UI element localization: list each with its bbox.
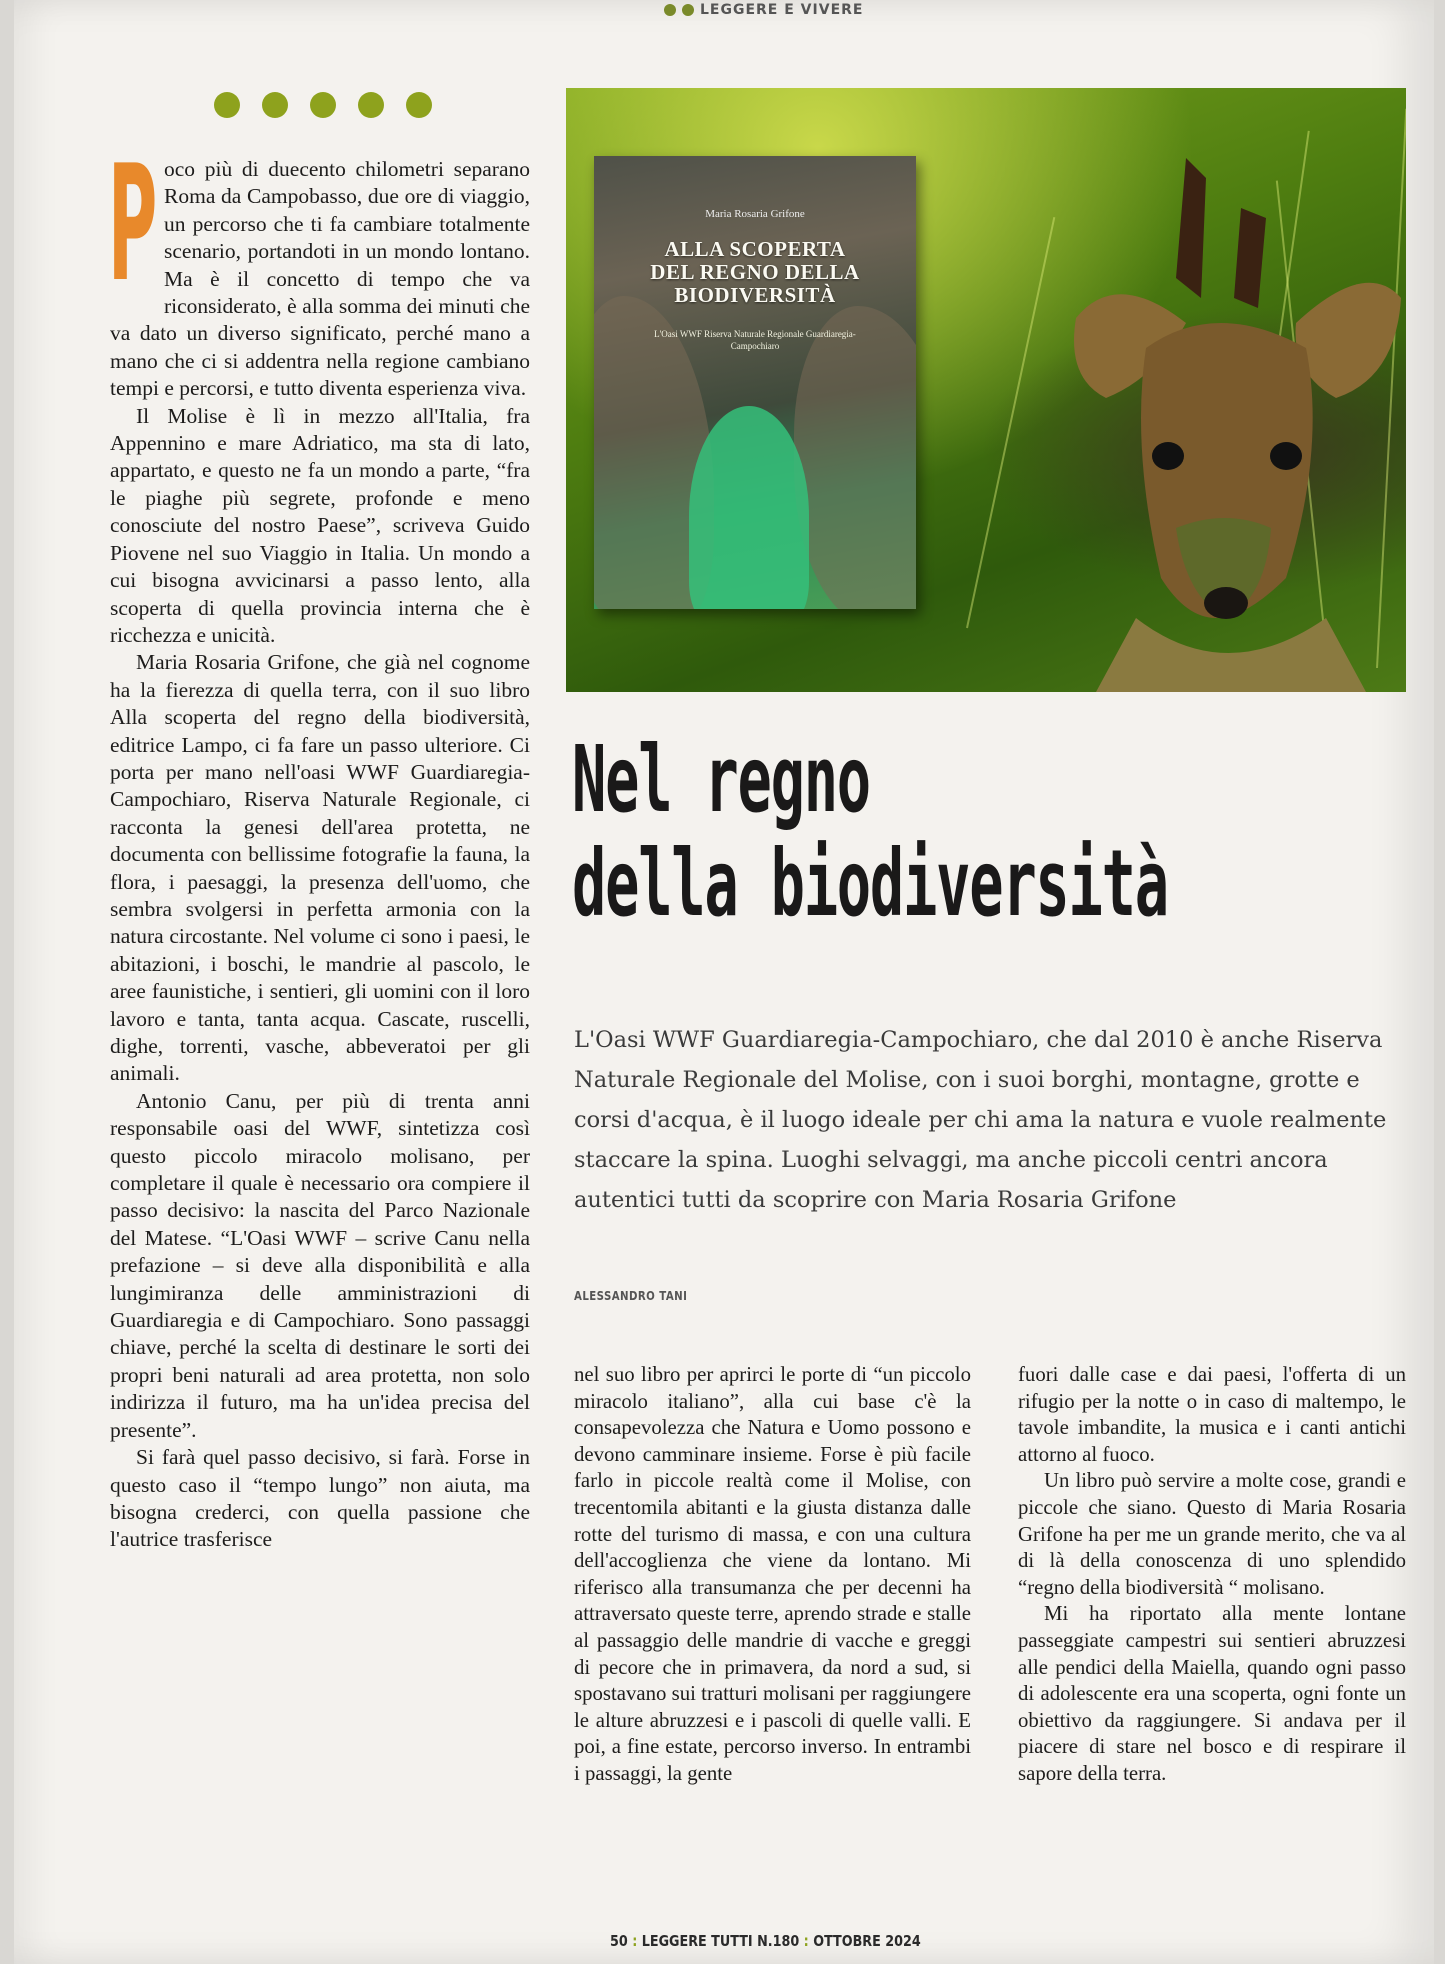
header-dot: [682, 4, 694, 16]
section-title: LEGGERE E VIVERE: [700, 2, 864, 18]
article-column-3: [1018, 1362, 1406, 1788]
book-subtitle: L'Oasi WWF Riserva Naturale Regionale Guardiaregia-Campochiaro: [654, 329, 856, 351]
book-cover: [594, 156, 916, 609]
drop-cap: P: [108, 130, 158, 317]
paragraph: fuori dalle case e dai paesi, l'offerta di un rifugio per la notte o in caso di maltempo, le tavole imbandite, la musica e i canti antichi attorno al fuoco.: [1018, 1363, 1406, 1466]
article-standfirst: L'Oasi WWF Guardiaregia-Campochiaro, che dal 2010 è anche Riserva Naturale Regionale del Molise, con i suoi borghi, montagne, grotte e corsi d'acqua, è il luogo ideale per chi ama la natura e vuole realmente staccare la spina. Luoghi selvaggi, ma anche piccoli centri ancora autentici tutti da scoprire con Maria Rosaria Grifone: [574, 1027, 1387, 1213]
header-dot: [664, 4, 676, 16]
paragraph: oco più di duecento chilometri separano Roma da Campobasso, due ore di viaggio, un percorso che ti fa cambiare totalmente scenario, portandoti in un mondo lontano. Ma è il concetto di tempo che va riconsiderato, è alla somma dei minuti che va dato un diverso significato, perché mano a mano che ci si addentra nella regione cambiano tempi e percorsi, e tutto diventa esperienza viva.: [110, 157, 530, 401]
deer-illustration: [1036, 148, 1406, 692]
paragraph: Si farà quel passo decisivo, si farà. Forse in questo caso il “tempo lungo” non aiuta, ma bisogna crederci, con quella passione che l'autrice trasferisce: [110, 1445, 530, 1552]
author-byline: ALESSANDRO TANI: [574, 1289, 688, 1303]
green-dot: [406, 92, 432, 118]
book-title: ALLA SCOPERTA DEL REGNO DELLA BIODIVERSITÀ: [650, 237, 860, 307]
paragraph: Un libro può servire a molte cose, grandi e piccole che siano. Questo di Maria Rosaria Grifone ha per me un grande merito, che va al di là della conoscenza di uno splendido “regno della biodiversità “ molisano.: [1018, 1469, 1406, 1599]
green-dot: [310, 92, 336, 118]
paragraph: Il Molise è lì in mezzo all'Italia, fra Appennino e mare Adriatico, ma sta di lato, appartato, e questo ne fa un mondo a parte, “fra le piaghe più segrete, profonde e meno conosciute del nostro Paese”, scriveva Guido Piovene nel suo Viaggio in Italia. Un mondo a cui bisogna avvicinarsi a passo lento, alla scoperta di quella provincia interna che è ricchezza e unicità.: [110, 403, 530, 647]
article-column-2: [574, 1362, 971, 1788]
green-dot: [262, 92, 288, 118]
article-column-1: [108, 130, 530, 1554]
section-header: [664, 0, 964, 20]
magazine-page: [14, 0, 1434, 1964]
page-footer: 50 : LEGGERE TUTTI N.180 : OTTOBRE 2024: [610, 1932, 921, 1950]
green-dot: [358, 92, 384, 118]
article-headline: Nel regno della biodiversità: [572, 726, 1168, 937]
paragraph: Maria Rosaria Grifone, che già nel cognome ha la fierezza di quella terra, con il suo libro Alla scoperta del regno della biodiversità, editrice Lampo, ci fa fare un passo ulteriore. Ci porta per mano nell'oasi WWF Guardiaregia-Campochiaro, Riserva Naturale Regionale, ci racconta la genesi dell'area protetta, ne documenta con bellissime fotografie la fauna, la flora, i paesaggi, la presenza dell'uomo, che sembra svolgersi in perfetta armonia con la natura circostante. Nel volume ci sono i paesi, le abitazioni, i boschi, le mandrie al pascolo, le aree faunistiche, i sentieri, gli uomini con il loro lavoro e tanta, tanta acqua. Cascate, ruscelli, dighe, torrenti, vasche, abbeveratoi per gli animali.: [110, 650, 530, 1086]
green-dot: [214, 92, 240, 118]
decorative-dots: [214, 92, 432, 118]
page-number: 50: [610, 1932, 628, 1950]
magazine-issue: LEGGERE TUTTI N.180: [641, 1932, 800, 1950]
deer-book-photo: [566, 88, 1406, 692]
issue-date: OTTOBRE 2024: [813, 1932, 921, 1950]
book-author: Maria Rosaria Grifone: [705, 208, 805, 220]
paragraph: nel suo libro per aprirci le porte di “un piccolo miracolo italiano”, alla cui base c'è la consapevolezza che Natura e Uomo possono e devono camminare insieme. Forse è più facile farlo in piccole realtà come il Molise, con trecentomila abitanti e la giusta distanza dalle rotte del turismo di massa, e con una cultura dell'accoglienza che viene da lontano. Mi riferisco alla transumanza che per decenni ha attraversato queste terre, aprendo strade e stalle al passaggio delle mandrie di vacche e greggi di pecore che in primavera, da nord a sud, si spostavano sui tratturi molisani per raggiungere le alture abruzzesi e i pascoli di quelle valli. E poi, a fine estate, percorso inverso. In entrambi i passaggi, la gente: [574, 1363, 971, 1785]
paragraph: Antonio Canu, per più di trenta anni responsabile oasi del WWF, sintetizza così questo piccolo miracolo molisano, per completare il quale è necessario ora compiere il passo decisivo: la nascita del Parco Nazionale del Matese. “L'Oasi WWF – scrive Canu nella prefazione – si deve alla disponibilità e alla lungimiranza delle amministrazioni di Guardiaregia e di Campochiaro. Sono passaggi chiave, perché la scelta di destinare le sorti dei propri beni naturali ad area protetta, non solo indirizza il futuro, ma ha un'idea precisa del presente”.: [110, 1088, 530, 1442]
paragraph: Mi ha riportato alla mente lontane passeggiate campestri sui sentieri abruzzesi alle pendici della Maiella, quando ogni passo di adolescente era una scoperta, ogni fonte un obiettivo da raggiungere. Si andava per il piacere di stare nel bosco e di respirare il sapore della terra.: [1018, 1602, 1406, 1785]
